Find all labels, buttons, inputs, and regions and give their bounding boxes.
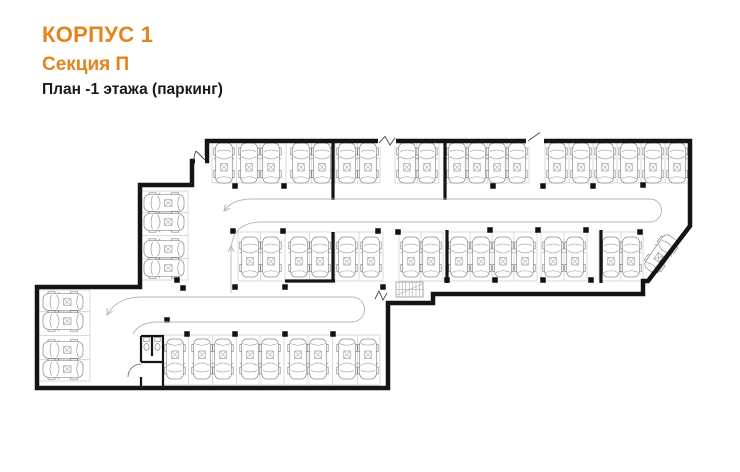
column <box>492 277 498 283</box>
drive-arrow <box>650 199 662 222</box>
car <box>467 143 488 183</box>
column <box>380 284 386 290</box>
column <box>174 277 180 283</box>
column <box>583 227 589 233</box>
car <box>543 237 564 277</box>
column <box>280 228 286 234</box>
car <box>308 339 329 379</box>
stairs <box>396 282 423 297</box>
car <box>310 237 331 277</box>
car <box>397 143 418 183</box>
car <box>144 239 184 260</box>
car <box>619 143 640 183</box>
column <box>232 183 238 189</box>
middle-row <box>238 232 643 281</box>
car <box>144 212 184 233</box>
car <box>358 339 379 379</box>
drive-arrow <box>133 322 352 334</box>
column <box>180 285 186 291</box>
building-title: КОРПУС 1 <box>42 22 154 47</box>
column <box>637 229 643 235</box>
car <box>43 292 83 313</box>
car <box>144 193 184 214</box>
car <box>214 143 235 183</box>
floor-title: План -1 этажа (паркинг) <box>42 81 223 98</box>
car <box>43 311 83 332</box>
title-block <box>42 22 223 99</box>
car <box>288 339 309 379</box>
drive-arrow <box>224 199 650 211</box>
car <box>547 143 568 183</box>
top-row <box>212 141 689 183</box>
toilet-icon <box>144 338 149 342</box>
toilet-icon <box>155 344 160 351</box>
car <box>507 143 528 183</box>
door-opening <box>195 156 205 165</box>
car <box>260 339 281 379</box>
car <box>417 143 438 183</box>
car <box>291 143 312 183</box>
column <box>281 183 287 189</box>
wc-room <box>128 336 163 389</box>
car <box>289 237 310 277</box>
column <box>590 183 596 189</box>
left-lower-column <box>37 290 90 381</box>
door-leaf <box>375 291 387 300</box>
drive-arrow <box>352 297 365 322</box>
bottom-row <box>163 335 380 385</box>
car <box>337 237 358 277</box>
car <box>515 237 536 277</box>
column <box>184 331 190 337</box>
car <box>565 237 586 277</box>
toilet-icon <box>144 344 149 351</box>
wc-door <box>128 364 141 377</box>
toilet-icon <box>155 338 160 342</box>
car <box>312 143 333 183</box>
column <box>487 227 493 233</box>
column <box>640 182 646 188</box>
column <box>540 183 546 189</box>
car <box>621 237 642 277</box>
car <box>601 237 622 277</box>
column <box>330 331 336 337</box>
car <box>144 258 184 279</box>
column <box>490 183 496 189</box>
car <box>43 359 83 380</box>
car <box>641 232 681 277</box>
section-title: Секция П <box>42 54 130 75</box>
car <box>43 340 83 361</box>
car <box>240 339 261 379</box>
car <box>358 143 379 183</box>
column <box>230 228 236 234</box>
car <box>447 143 468 183</box>
car <box>240 237 261 277</box>
car <box>192 339 213 379</box>
car <box>337 339 358 379</box>
column <box>232 331 238 337</box>
car <box>493 237 514 277</box>
column <box>540 277 546 283</box>
angled-car <box>641 232 681 277</box>
car <box>165 339 186 379</box>
column <box>395 229 401 235</box>
car <box>337 143 358 183</box>
column <box>444 277 450 283</box>
car <box>667 143 688 183</box>
car <box>213 339 234 379</box>
car <box>261 143 282 183</box>
car <box>471 237 492 277</box>
car <box>571 143 592 183</box>
car <box>401 237 422 277</box>
car <box>449 237 470 277</box>
car <box>239 143 260 183</box>
car <box>643 143 664 183</box>
car <box>595 143 616 183</box>
column <box>588 277 594 283</box>
drive-arrow <box>107 297 352 315</box>
column <box>375 228 381 234</box>
car <box>261 237 282 277</box>
left-upper-column <box>140 191 188 280</box>
column <box>232 284 238 290</box>
column <box>282 331 288 337</box>
car <box>361 237 382 277</box>
column <box>535 227 541 233</box>
car <box>421 237 442 277</box>
column <box>282 284 288 290</box>
car <box>487 143 508 183</box>
